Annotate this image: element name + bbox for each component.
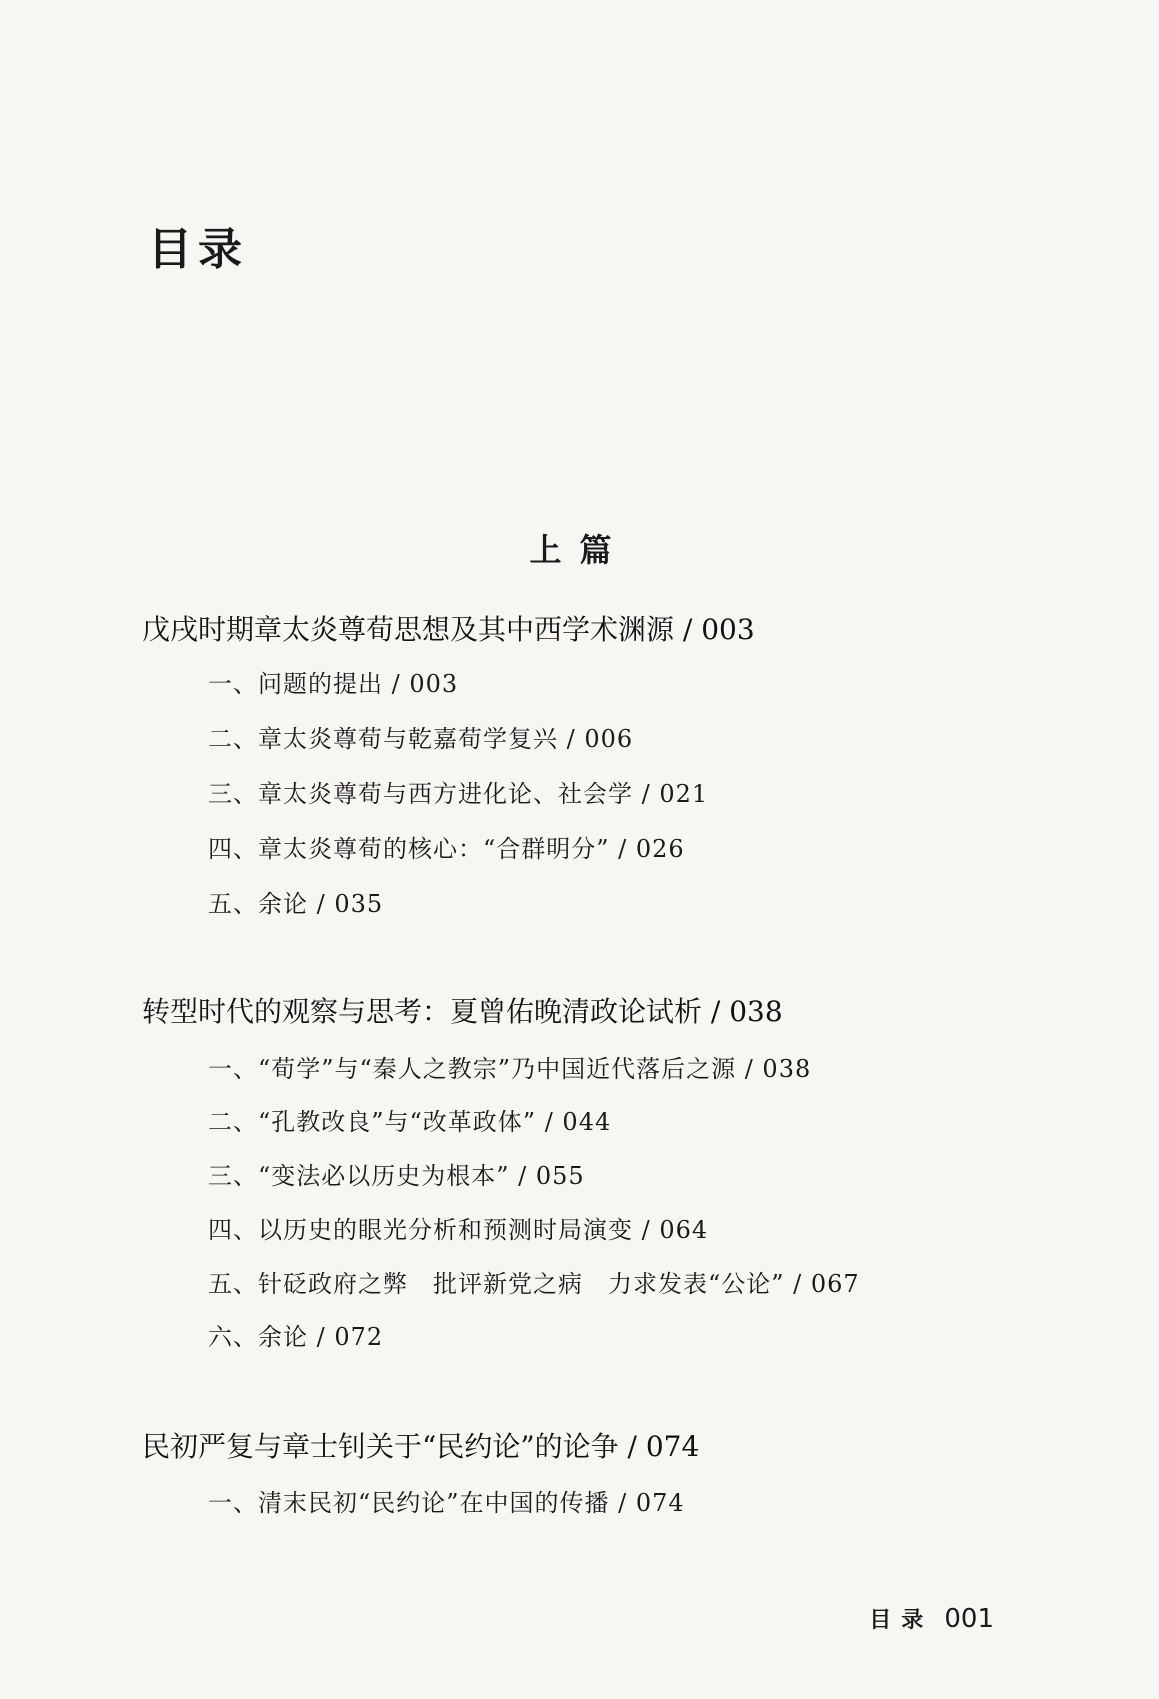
- footer-label: 目录: [869, 1608, 934, 1633]
- chapter-title[interactable]: 民初严复与章士钊关于“民约论”的论争 / 074: [142, 1430, 700, 1463]
- page-title: 目录: [148, 224, 248, 275]
- section-entry[interactable]: 二、“孔教改良”与“改革政体” / 044: [208, 1108, 612, 1136]
- part-heading: 上篇: [529, 531, 630, 569]
- page-number: 001: [944, 1604, 994, 1634]
- section-entry[interactable]: 三、“变法必以历史为根本” / 055: [208, 1162, 585, 1190]
- chapter-title[interactable]: 转型时代的观察与思考：夏曾佑晚清政论试析 / 038: [142, 995, 783, 1028]
- section-entry[interactable]: 一、问题的提出 / 003: [208, 670, 459, 698]
- section-entry[interactable]: 三、章太炎尊荀与西方进化论、社会学 / 021: [208, 780, 709, 808]
- section-entry[interactable]: 四、以历史的眼光分析和预测时局演变 / 064: [208, 1216, 709, 1244]
- section-entry[interactable]: 五、余论 / 035: [208, 890, 384, 918]
- section-entry[interactable]: 六、余论 / 072: [208, 1323, 384, 1351]
- section-entry[interactable]: 一、清末民初“民约论”在中国的传播 / 074: [208, 1489, 685, 1517]
- bleed-through-text: [240, 175, 812, 212]
- section-entry[interactable]: 四、章太炎尊荀的核心：“合群明分” / 026: [208, 835, 685, 863]
- section-entry[interactable]: 二、章太炎尊荀与乾嘉荀学复兴 / 006: [208, 725, 634, 753]
- section-entry[interactable]: 一、“荀学”与“秦人之教宗”乃中国近代落后之源 / 038: [208, 1055, 812, 1083]
- chapter-title[interactable]: 戊戌时期章太炎尊荀思想及其中西学术渊源 / 003: [142, 613, 755, 646]
- page-footer: [869, 1603, 994, 1634]
- section-entry[interactable]: 五、针砭政府之弊 批评新党之病 力求发表“公论” / 067: [208, 1270, 860, 1298]
